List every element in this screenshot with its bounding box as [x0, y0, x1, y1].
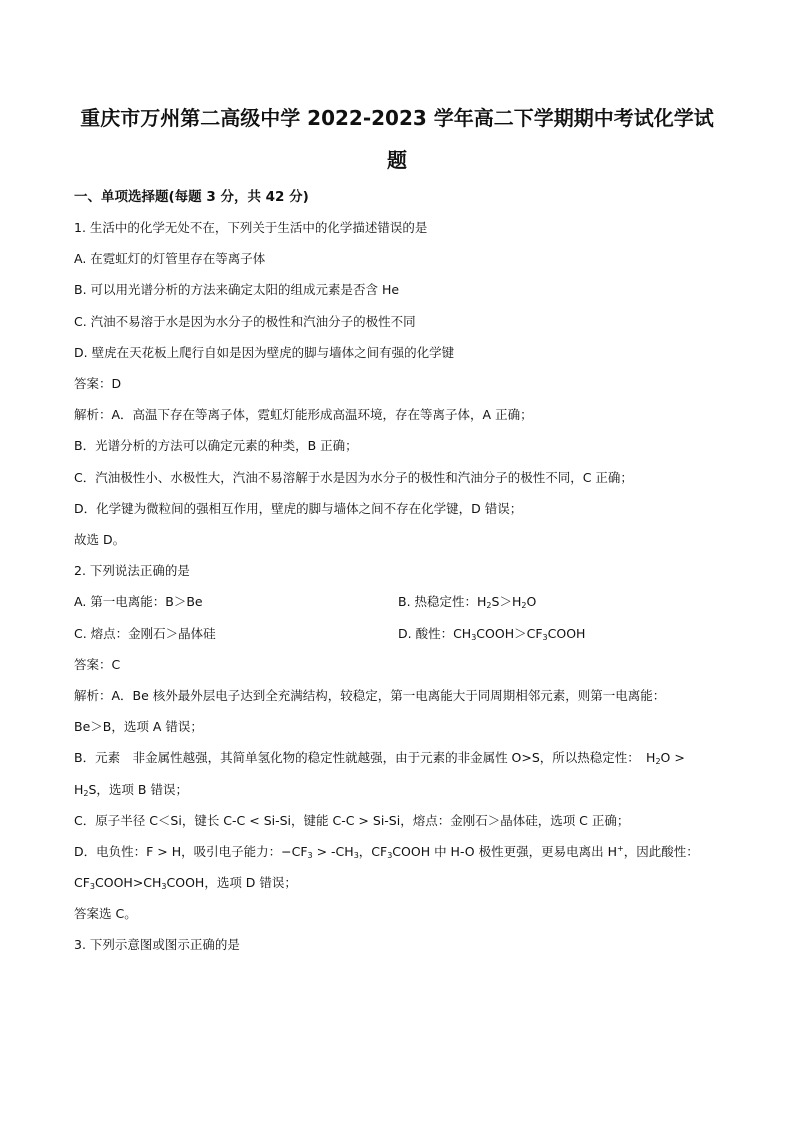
document-title: 重庆市万州第二高级中学 2022-2023 学年高二下学期期中考试化学试: [80, 106, 714, 130]
question-1-explanation-c: C．汽油极性小、水极性大，汽油不易溶解于水是因为水分子的极性和汽油分子的极性不同，C 正确；: [74, 470, 633, 485]
question-2-option-d: D. 酸性：$CH_3COOH>CF_3COOH$: [398, 626, 586, 642]
question-3-stem: 3. 下列示意图或图示正确的是: [74, 937, 240, 952]
question-2-explanation-d: D．电负性：F > H，吸引电子能力：$-CF_3 > -CH_3$，$CF_3COOH$ 中 H-O 极性更强，更易电离出 H+，因此酸性：: [74, 844, 699, 860]
question-2-stem: 2. 下列说法正确的是: [74, 563, 190, 578]
question-1-stem: 1. 生活中的化学无处不在，下列关于生活中的化学描述错误的是: [74, 220, 428, 235]
question-1-option-c: C. 汽油不易溶于水是因为水分子的极性和汽油分子的极性不同: [74, 314, 416, 329]
question-1-option-a: A. 在霓虹灯的灯管里存在等离子体: [74, 251, 266, 266]
question-2-explanation-d-continued: $CF_3COOH>CH_3COOH$，选项 D 错误；: [74, 875, 297, 891]
question-1-conclusion: 故选 D。: [74, 532, 126, 547]
question-1-option-b: B. 可以用光谱分析的方法来确定太阳的组成元素是否含 He: [74, 282, 400, 297]
question-1-option-d: D. 壁虎在天花板上爬行自如是因为壁虎的脚与墙体之间有强的化学键: [74, 345, 455, 360]
question-2-option-c: C. 熔点：金刚石＞晶体硅: [74, 626, 216, 641]
question-2-option-a: A. 第一电离能：B＞Be: [74, 594, 203, 609]
question-2-option-b: B. 热稳定性：$H_2S>H_2O$: [398, 594, 537, 610]
document-title-continued: 题: [387, 148, 407, 172]
question-2-explanation-c: C．原子半径 C＜Si，键长 C-C < Si-Si，键能 C-C > Si-Si，熔点：金刚石＞晶体硅，选项 C 正确；: [74, 813, 630, 828]
question-2-explanation-a-continued: Be＞B，选项 A 错误；: [74, 719, 203, 734]
section-heading: 一、单项选择题(每题 3 分，共 42 分): [74, 189, 309, 205]
question-2-explanation-b: B．元素 非金属性越强，其简单氢化物的稳定性就越强，由于元素的非金属性 O>S，所以热稳定性： $H_2O$ >: [74, 750, 685, 766]
question-2-explanation-a: 解析：A．Be 核外最外层电子达到全充满结构，较稳定，第一电离能大于同周期相邻元素，则第一电离能：: [74, 688, 666, 703]
question-2-explanation-b-continued: $H_2S$，选项 B 错误；: [74, 782, 188, 798]
question-2-conclusion: 答案选 C。: [74, 906, 137, 921]
question-1-explanation-b: B．光谱分析的方法可以确定元素的种类，B 正确；: [74, 438, 358, 453]
question-1-explanation-a: 解析：A．高温下存在等离子体，霓虹灯能形成高温环境，存在等离子体，A 正确；: [74, 407, 533, 422]
question-2-answer: 答案：C: [74, 657, 121, 672]
question-1-explanation-d: D．化学键为微粒间的强相互作用，壁虎的脚与墙体之间不存在化学键，D 错误；: [74, 501, 523, 516]
question-1-answer: 答案：D: [74, 376, 122, 391]
